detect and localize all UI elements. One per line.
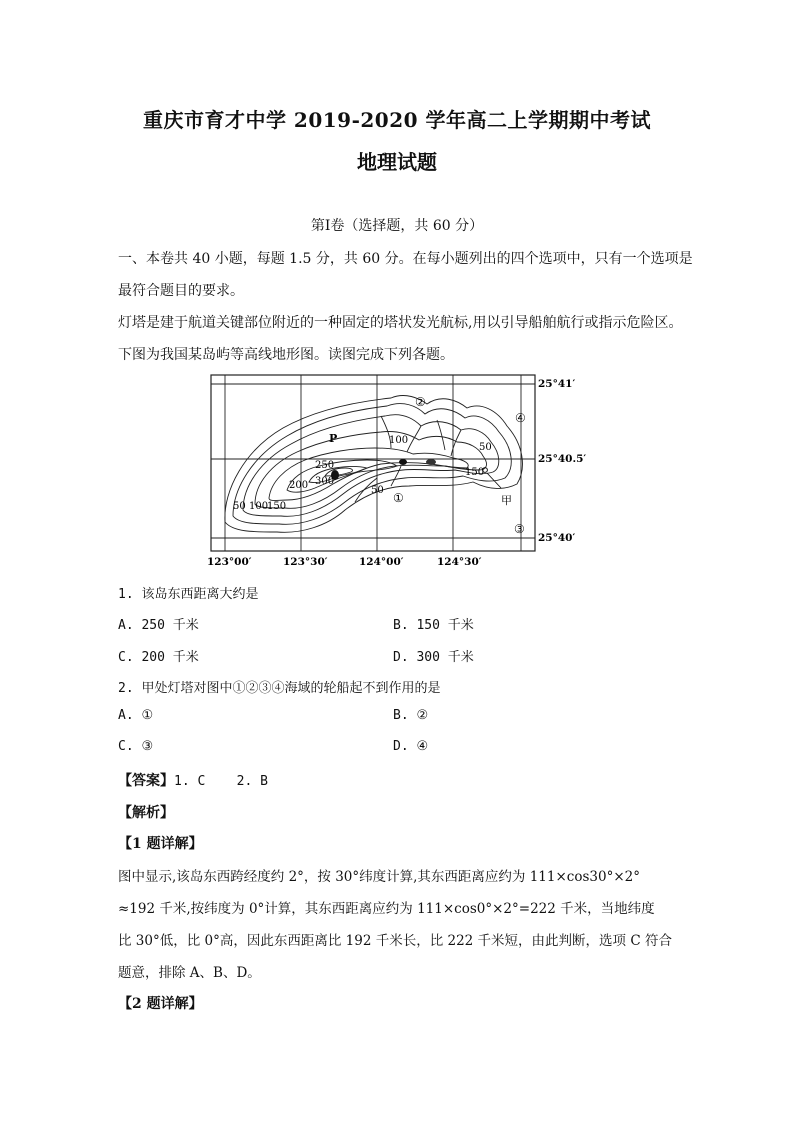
latitude-label: 25°40.5′ (538, 453, 587, 465)
question-2-option-c: C. ③ (118, 739, 154, 754)
contour-label: 50 (479, 442, 492, 453)
q1-detail-heading: 【1 题详解】 (118, 836, 203, 852)
longitude-label: 124°00′ (359, 556, 404, 568)
section-label: 第Ⅰ卷（选择题，共 60 分） (310, 218, 484, 234)
island-contour-map (205, 372, 605, 568)
sea-marker-2: ② (415, 395, 426, 409)
lighthouse-jia-label: 甲 (501, 494, 512, 507)
point-p-label: P (329, 432, 338, 445)
contour-label: 200 (289, 480, 309, 491)
q1-detail-line-3: 比 30°低，比 0°高，因此东西距离比 192 千米长，比 222 千米短，由此判断，选项 C 符合 (118, 933, 672, 949)
contour-label: 150 (267, 501, 287, 512)
sea-marker-4: ④ (515, 411, 526, 425)
longitude-label: 124°30′ (437, 556, 482, 568)
answer-text: 1. C 2. B (174, 774, 268, 789)
intro-line-1: 一、本卷共 40 小题，每题 1.5 分，共 60 分。在每小题列出的四个选项中，只有一个选项是 (118, 251, 693, 267)
contour-label: 100 (389, 435, 409, 446)
sea-marker-3: ③ (514, 522, 525, 536)
intro-line-3: 灯塔是建于航道关键部位附近的一种固定的塔状发光航标,用以引导船舶航行或指示危险区。 (118, 315, 683, 331)
sea-marker-1: ① (393, 491, 404, 505)
question-2-option-b: B. ② (393, 708, 429, 723)
contour-label: 250 (315, 460, 335, 471)
latitude-label: 25°41′ (538, 378, 576, 390)
question-1-option-d: D. 300 千米 (393, 650, 474, 665)
q1-detail-line-1: 图中显示,该岛东西跨经度约 2°，按 30°纬度计算,其东西距离应约为 111×cos30°×2° (118, 869, 640, 885)
latitude-label: 25°40′ (538, 532, 576, 544)
q1-detail-line-2: ≈192 千米,按纬度为 0°计算，其东西距离应约为 111×cos0°×2°=222 千米，当地纬度 (118, 901, 655, 917)
intro-line-2: 最符合题目的要求。 (118, 283, 244, 299)
longitude-label: 123°30′ (283, 556, 328, 568)
answer-line (118, 770, 268, 790)
contour-label: 300 (315, 476, 335, 487)
question-1-stem: 1. 该岛东西距离大约是 (118, 587, 259, 602)
q2-detail-heading: 【2 题详解】 (118, 996, 203, 1012)
question-1-option-b: B. 150 千米 (393, 618, 474, 633)
contour-label: 50 (233, 501, 246, 512)
q1-detail-line-4: 题意，排除 A、B、D。 (118, 965, 261, 981)
question-2-option-d: D. ④ (393, 739, 429, 754)
analysis-label: 【解析】 (118, 805, 174, 821)
contour-label: 50 (371, 485, 384, 496)
intro-line-4: 下图为我国某岛屿等高线地形图。读图完成下列各题。 (118, 347, 454, 363)
question-2-option-a: A. ① (118, 708, 154, 723)
question-1-option-c: C. 200 千米 (118, 650, 199, 665)
question-1-option-a: A. 250 千米 (118, 618, 199, 633)
document-title: 重庆市育才中学 2019-2020 学年高二上学期期中考试 (142, 108, 652, 132)
longitude-label: 123°00′ (207, 556, 252, 568)
contour-label: 150 (465, 467, 485, 478)
document-subtitle: 地理试题 (357, 150, 437, 174)
contour-label: 100 (249, 501, 269, 512)
question-2-stem: 2. 甲处灯塔对图中①②③④海域的轮船起不到作用的是 (118, 681, 441, 696)
answer-label: 【答案】 (118, 773, 174, 789)
